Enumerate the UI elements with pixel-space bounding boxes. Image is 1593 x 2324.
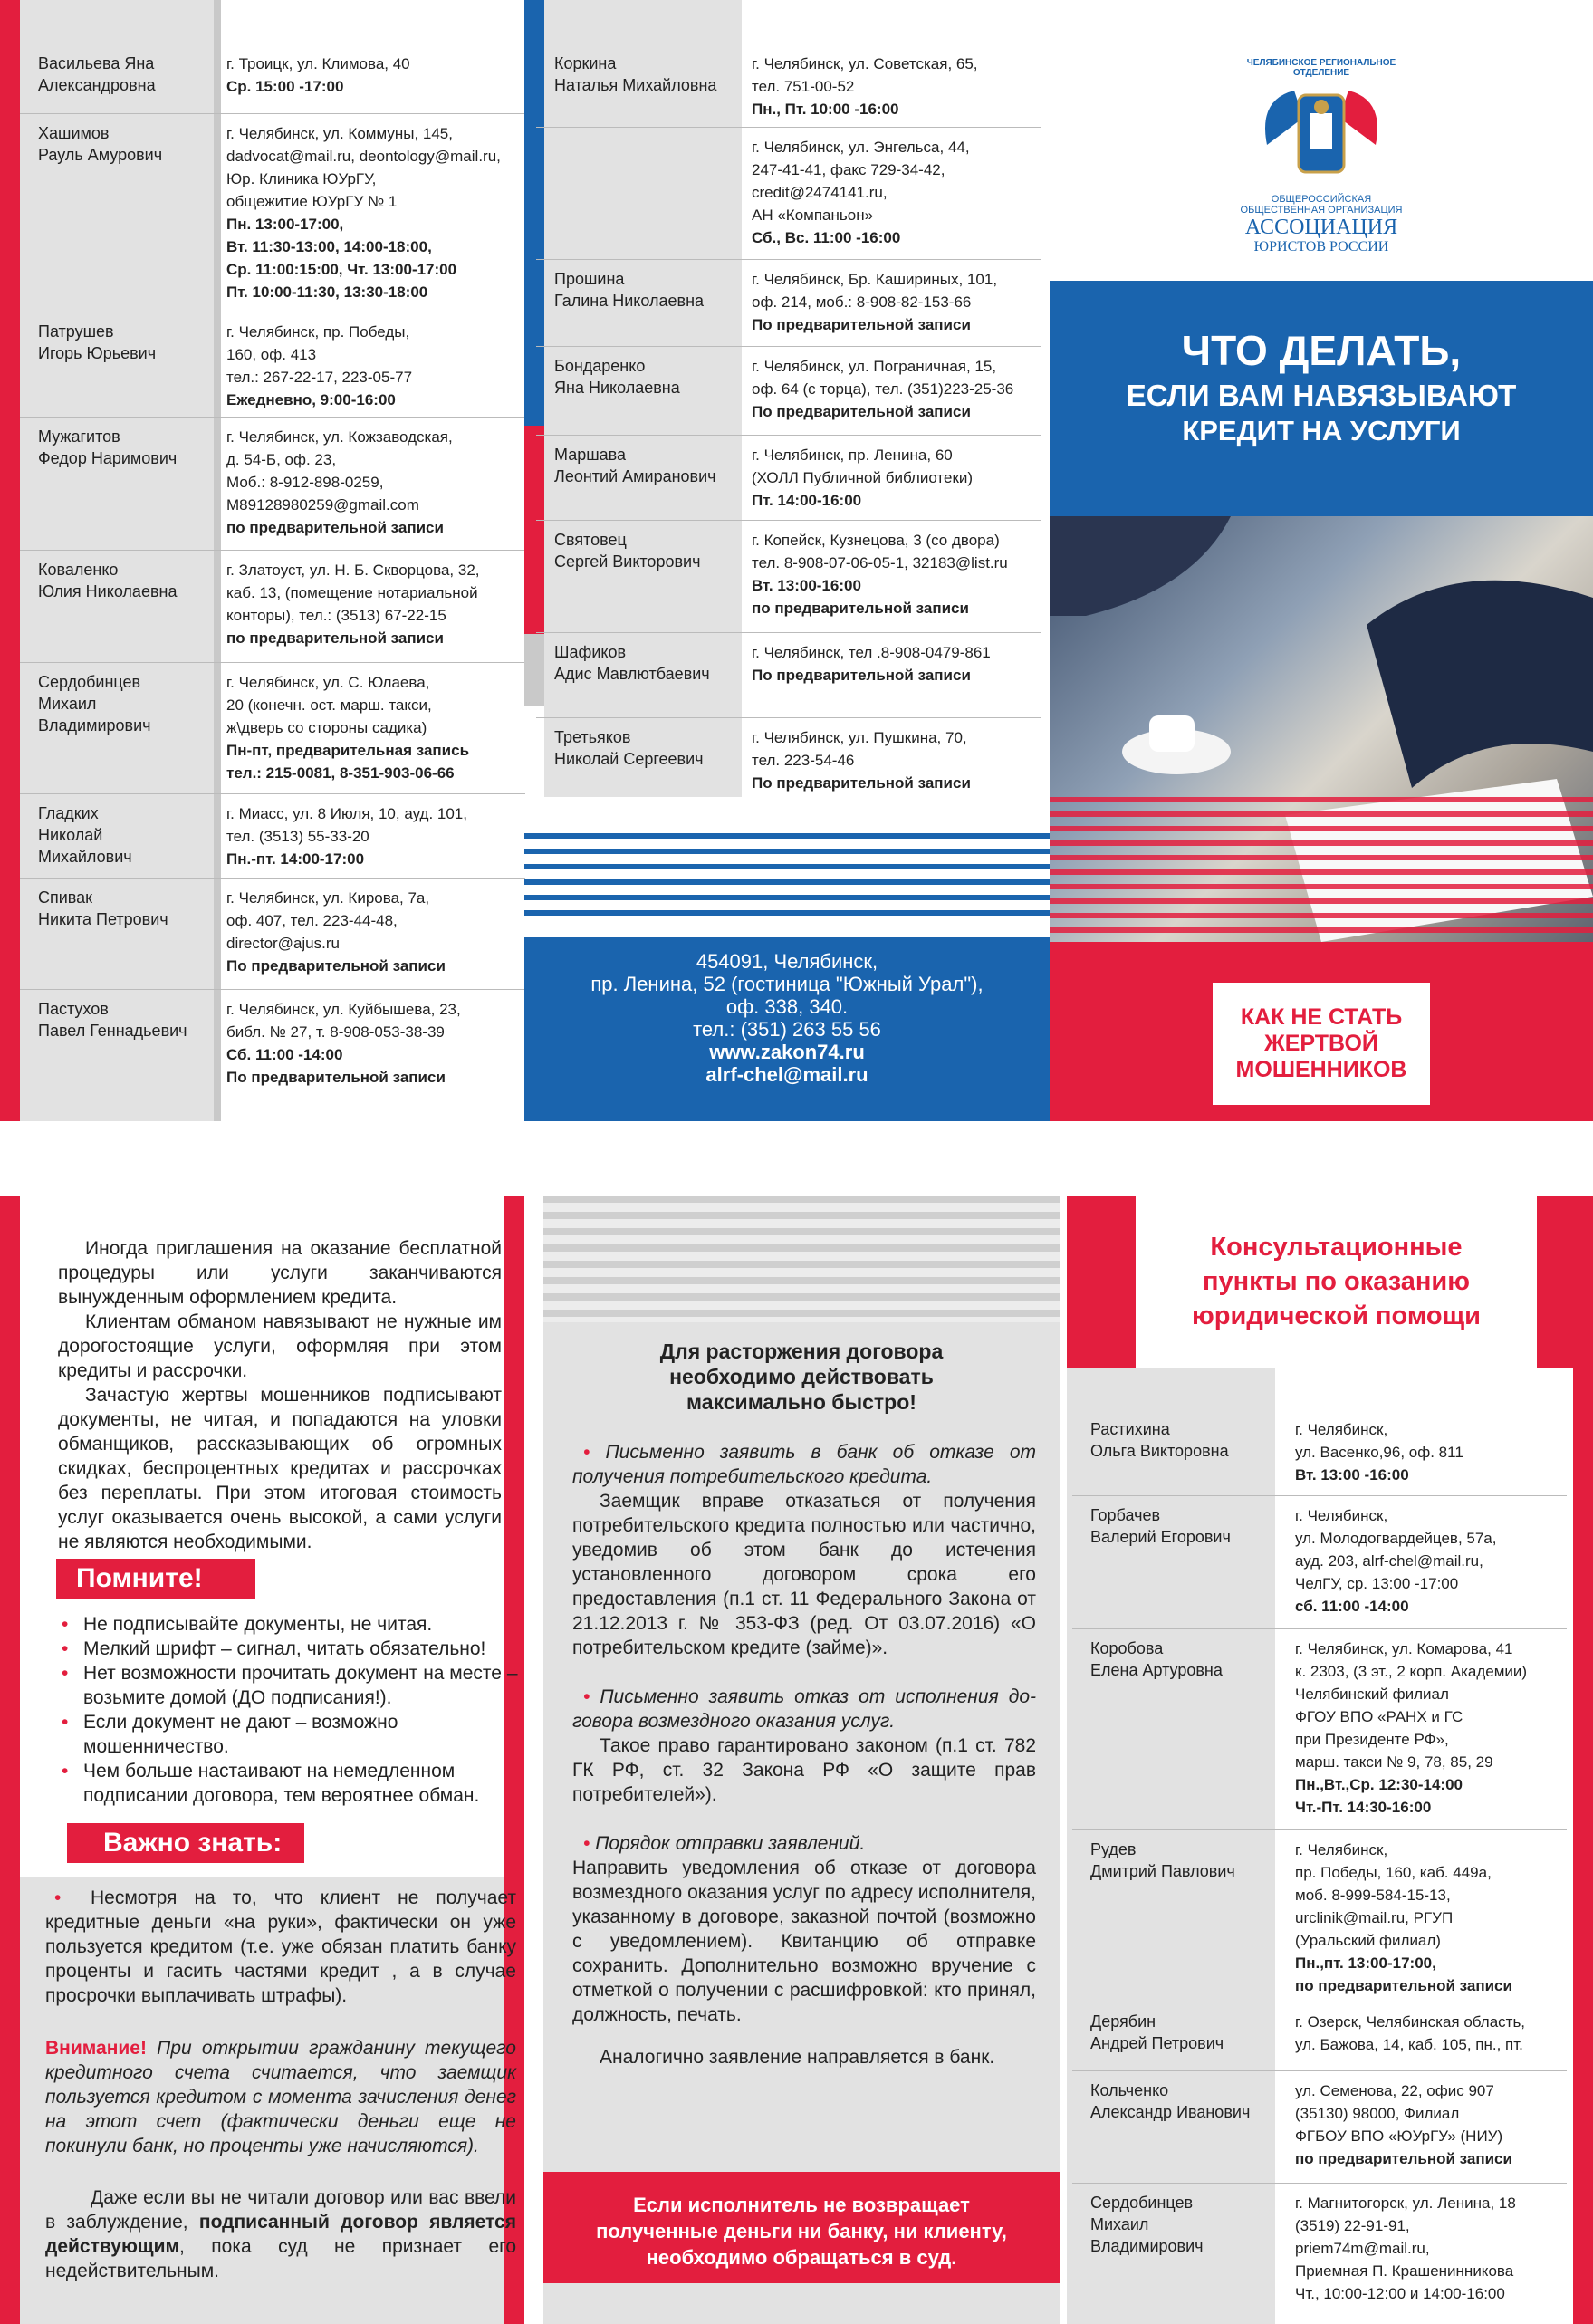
- entry-name: Прошина Галина Николаевна: [554, 270, 705, 310]
- org-region: ЧЕЛЯБИНСКОЕ РЕГИОНАЛЬНОЕ ОТДЕЛЕНИЕ: [1246, 58, 1396, 78]
- entry-hours: Ср. 15:00 -17:00: [226, 78, 344, 95]
- entry-divider: [20, 662, 525, 663]
- entry-divider: [20, 113, 525, 114]
- contact-line3: оф. 338, 340.: [725, 995, 849, 1018]
- contact-entry: [38, 426, 525, 539]
- remember-list: [58, 1612, 529, 1808]
- contact-entry: [38, 321, 525, 411]
- important-paragraph-3c: , пока суд не признает его недействительным.: [45, 2236, 516, 2281]
- entry-address: г. Челябинск, тел .8-908-0479-861: [752, 644, 991, 661]
- contact-phone: тел.: (351) 263 55 56: [693, 1018, 881, 1041]
- entry-name: Коркина Наталья Михайловна: [554, 54, 717, 94]
- association-logo-icon: [1249, 82, 1394, 190]
- entry-name: Растихина Ольга Викторовна: [1090, 1420, 1229, 1460]
- important-paragraph-1: Несмотря на то, что клиент не получает кредитные деньги «на руки», фактически он уже пользуется кредитом (т.е. уже обязан платить банку проценты и гасить частями кредит , а в случае просрочки выплачивать штрафы).: [45, 1887, 516, 2006]
- entry-hours: Ежедневно, 9:00-16:00: [226, 391, 396, 408]
- court-note: Если исполнитель не возвращает полученные деньги ни банку, ни клиенту, необходимо обращаться в суд.: [543, 2172, 1060, 2283]
- entry-divider: [536, 632, 1041, 633]
- entry-address: г. Челябинск, ул. Куйбышева, 23, библ. № 27, т. 8-908-053-38-39: [226, 1001, 461, 1041]
- entry-address: г. Челябинск, Бр. Кашириных, 101, оф. 214, моб.: 8-908-82-153-66: [752, 271, 998, 311]
- entry-hours: По предварительной записи: [752, 667, 971, 684]
- contact-entry: [38, 122, 525, 303]
- contact-entry: [1090, 1418, 1567, 1486]
- entry-name: Дерябин Андрей Петрович: [1090, 2012, 1224, 2052]
- contact-entry: [1090, 1637, 1567, 1819]
- entry-details: [1295, 2192, 1567, 2305]
- entry-divider: [536, 520, 1041, 521]
- entry-details: [752, 268, 1041, 336]
- contact-entry: [38, 559, 525, 649]
- entry-address: г. Копейск, Кузнецова, 3 (со двора) тел. 8-908-07-06-05-1, 32183@list.ru: [752, 532, 1008, 571]
- cover-title-block: [1050, 281, 1593, 516]
- entry-name: Патрушев Игорь Юрьевич: [38, 322, 157, 362]
- cover-photo: [1050, 516, 1593, 942]
- entry-name: Кольченко Александр Иванович: [1090, 2081, 1251, 2121]
- entry-address: г. Челябинск, ул. Кожзаводская, д. 54-Б, оф. 23, Моб.: 8-912-898-0259, M89128980259@gmail.com: [226, 428, 453, 514]
- remember-item: • Чем больше настаивают на немедленном подписании договора, тем вероятнее обман.: [58, 1759, 529, 1808]
- entry-address: г. Челябинск, ул. Энгельса, 44, 247-41-41, факс 729-34-42, credit@2474141.ru, АН «Компаньон»: [752, 139, 970, 224]
- entry-details: [752, 136, 1041, 249]
- entry-divider: [20, 989, 525, 990]
- entry-divider: [20, 793, 525, 794]
- entry-divider: [1072, 1495, 1567, 1496]
- entry-name: Мужагитов Федор Наримович: [38, 427, 178, 467]
- entry-hours: Пн.-пт. 14:00-17:00: [226, 850, 365, 868]
- contact-email-link[interactable]: alrf-chel@mail.ru: [705, 1063, 868, 1086]
- entry-hours: По предварительной записи: [752, 774, 971, 792]
- entry-name: Сердобинцев Михаил Владимирович: [1090, 2194, 1204, 2255]
- step-2-title: Письменно заявить отказ от исполнения до-говора возмездного оказания услуг.: [572, 1686, 1036, 1732]
- step-3-text: Направить уведомления об отказе от договора возмездного оказания услуг по адресу исполнителя, указанному в договоре, заказной почтой (возможно с уведомлением). Квитанцию об отправке сохранить. Дополнительно возможно вручение с отметкой о получении с расшифровкой: кто принял, должность, печать.: [572, 1858, 1036, 2025]
- entry-name: Горбачев Валерий Егорович: [1090, 1506, 1231, 1546]
- entry-name: Спивак Никита Петрович: [38, 888, 168, 928]
- entry-hours: По предварительной записи: [752, 316, 971, 333]
- entry-name: Пастухов Павел Геннадьевич: [38, 1000, 187, 1040]
- entry-hours: Сб. 11:00 -14:00 По предварительной записи: [226, 1046, 446, 1086]
- attention-paragraph: При открытии гражданину текущего кредитного счета считается, что заемщик пользуется кредитом с момента зачисления денег на этот счет (фактически деньги еще не покинули банк, но проценты уже начисляются).: [45, 2038, 516, 2156]
- terminate-heading: Для расторжения договора необходимо действовать максимально быстро!: [659, 1340, 944, 1414]
- entry-hours: Сб., Вс. 11:00 -16:00: [752, 229, 901, 246]
- entry-details: [752, 444, 1041, 512]
- entry-address: г. Миасс, ул. 8 Июля, 10, ауд. 101, тел. (3513) 55-33-20: [226, 805, 467, 845]
- entry-hours: Пн.,Вт.,Ср. 12:30-14:00 Чт.-Пт. 14:30-16:00: [1295, 1776, 1463, 1816]
- entry-divider: [536, 717, 1041, 718]
- important-paragraph-3a: Даже если вы не читали договор или вас ввели в заблуждение,: [45, 2187, 516, 2233]
- contact-entry: [1090, 1839, 1567, 1997]
- entry-address: г. Челябинск, пр. Победы, 160, оф. 413 тел.: 267-22-17, 223-05-77: [226, 323, 413, 386]
- remember-item: • Нет возможности прочитать документ на месте – возьмите домой (ДО подписания!).: [58, 1661, 529, 1710]
- step-4-text: Аналогично заявление направляется в банк.: [600, 2047, 995, 2068]
- entry-name: Коробова Елена Артуровна: [1090, 1639, 1223, 1679]
- entry-hours: сб. 11:00 -14:00: [1295, 1598, 1409, 1615]
- entry-details: [226, 321, 525, 411]
- entry-divider: [536, 259, 1041, 260]
- important-heading: Важно знать:: [67, 1823, 304, 1863]
- entry-details: [752, 355, 1041, 423]
- org-name2: ЮРИСТОВ РОССИИ: [1253, 239, 1389, 254]
- contact-entry: [38, 671, 525, 784]
- entry-name: Рудев Дмитрий Павлович: [1090, 1840, 1235, 1880]
- entry-address: г. Челябинск, ул. С. Юлаева, 20 (конечн. ост. марш. такси, ж\дверь со стороны садика): [226, 674, 432, 736]
- entry-divider: [536, 435, 1041, 436]
- remember-item: • Если документ не дают – возможно мошенничество.: [58, 1710, 529, 1759]
- entry-divider: [1072, 1829, 1567, 1830]
- org-name: АССОЦИАЦИЯ: [1244, 216, 1398, 239]
- entry-details: [1295, 2079, 1567, 2170]
- entry-address: г. Челябинск, ул. Коммуны, 145, dadvocat@mail.ru, deontology@mail.ru, Юр. Клиника ЮУрГУ, общежитие ЮУрГУ № 1: [226, 125, 501, 210]
- entry-address: г. Троицк, ул. Климова, 40: [226, 55, 410, 72]
- entry-divider: [1072, 2070, 1567, 2071]
- entry-name: Хашимов Рауль Амурович: [38, 124, 163, 164]
- entry-details: [226, 998, 525, 1089]
- blue-stripes: [524, 833, 1050, 926]
- org-sub: ОБЩЕРОССИЙСКАЯ ОБЩЕСТВЕННАЯ ОРГАНИЗАЦИЯ: [1240, 194, 1403, 216]
- entry-hours: Вт. 13:00-16:00 по предварительной записи: [752, 577, 969, 617]
- entry-divider: [1072, 1628, 1567, 1629]
- important-paragraph-3b: подписанный договор является действующим: [45, 2212, 516, 2257]
- contact-entry: [554, 641, 1041, 687]
- contact-entry: [554, 136, 1041, 249]
- entry-hours: Пн-пт, предварительная запись тел.: 215-0081, 8-351-903-06-66: [226, 742, 470, 782]
- entry-address: г. Челябинск, ул. Советская, 65, тел. 751-00-52: [752, 55, 978, 95]
- entry-details: [226, 426, 525, 539]
- contact-entry: [38, 802, 525, 870]
- remember-item: • Не подписывайте документы, не читая.: [58, 1612, 529, 1637]
- contact-entry: [554, 268, 1041, 336]
- contact-block: [524, 937, 1050, 1121]
- entry-hours: Вт. 13:00 -16:00: [1295, 1466, 1409, 1484]
- entry-details: [1295, 2011, 1567, 2056]
- entry-name: Святовец Сергей Викторович: [554, 531, 701, 571]
- contact-line1: 454091, Челябинск,: [696, 950, 878, 973]
- entry-address: г. Озерск, Челябинская область, ул. Бажова, 14, каб. 105, пн., пт.: [1295, 2013, 1526, 2053]
- contact-entry: [1090, 2192, 1567, 2305]
- entry-hours: По предварительной записи: [752, 403, 971, 420]
- entry-hours: Пн., Пт. 10:00 -16:00: [752, 101, 899, 118]
- entry-name: Коваленко Юлия Николаевна: [38, 561, 178, 600]
- step-1-title: Письменно заявить в банк об отказе от получения потребительского кредита.: [572, 1442, 1037, 1487]
- entry-hours: По предварительной записи: [226, 957, 446, 975]
- remember-item: • Мелкий шрифт – сигнал, читать обязательно!: [58, 1637, 529, 1661]
- entry-address: г. Челябинск, ул. Комарова, 41 к. 2303, (3 эт., 2 корп. Академии) Челябинский филиал ФГОУ ВПО «РАНХ и ГС при Президенте РФ», марш. такси № 9, 78, 85, 29: [1295, 1640, 1528, 1771]
- attention-label: Внимание!: [45, 2038, 147, 2059]
- entry-details: [1295, 1504, 1567, 1618]
- contact-entry: [38, 887, 525, 977]
- grey-stripes: [543, 1196, 1060, 1322]
- cover-footer: [1050, 942, 1593, 1121]
- entry-address: г. Челябинск, пр. Победы, 160, каб. 449а, моб. 8-999-584-15-13, urclinik@mail.ru, РГУП (Уральский филиал): [1295, 1841, 1492, 1949]
- entry-divider: [20, 417, 525, 418]
- intro-paragraph-3: Зачастую жертвы мошенников подписывают документы, не читая, и попадаются на уловки обманщиков, рассказывающих об огромных скидках, беспроцентных кредитах и рассрочках без переплаты. При этом итоговая стоимость услуг оказывается очень высокой, а сами услуги не являются необходимыми.: [58, 1385, 502, 1552]
- cover-header: [1050, 0, 1593, 281]
- terminate-steps: • Письменно заявить в банк об отказе от получения потребительского кредита. Заемщик вправе отказаться от получения потребительского кредита полностью или частично, уведомив об этом банк до истечения установленного договором срока его предоставления (п.1 ст. 11 Федерального Закона от 21.12.2013 г. № 353-ФЗ (ред. От 03.07.2016) «О потребительском кредите (займе)». • Письменно заявить отказ от исполнения до-говора возмездного оказания услуг. Такое право гарантировано законом (п.1 ст. 782 ГК РФ, ст. 32 Закона РФ «О защите прав потребителей»). • Порядок отправки заявлений. Направить уведомления об отказе от договора возмездного оказания услуг по адресу исполнителя, указанному в договоре, заказной почтой (возможно с уведомлением). Квитанцию об отправке сохранить. Дополнительно возможно вручение с отметкой о получении с расшифровкой: кто принял, должность, печать. Аналогично заявление направляется в банк.: [572, 1442, 1037, 2068]
- entry-details: [1295, 1839, 1567, 1997]
- entry-details: [752, 641, 1041, 687]
- entry-name: Васильева Яна Александровна: [38, 54, 156, 94]
- entry-hours: Пт. 14:00-16:00: [752, 492, 862, 509]
- info-panel: Иногда приглашения на оказание бесплатной процедуры или услуги заканчиваются вынужденным оформлением кредита. Клиентам обманом навязывают не нужные им дорогостоящие услуги, оформляя при этом кредиты и рассрочки. Зачастую жертвы мошенников подписывают документы, не читая, и попадаются на уловки обманщиков, рассказывающих об огромных скидках, беспроцентных кредитах и рассрочках без переплаты. При этом итоговая стоимость услуг оказывается очень высокой, а сами услуги не являются необходимыми. Помните! • Не подписывайте документы, не читая. • Мелкий шрифт – сигнал, читать обязательно! • Нет возможности прочитать документ на месте – возьмите домой (ДО подписания!). • Если документ не дают – возможно мошенничество. • Чем больше настаивают на немедленном подписании договора, тем вероятнее обман. Важно знать: • Несмотря на то, что клиент не получает кредитные деньги «на руки», фактически он уже пользуется кредитом (т.е. уже обязан платить банку проценты и гасить частями кредит , а в случае просрочки выплачивать штрафы). Внимание! При открытии гражданину текущего кредитного счета считается, что заемщик пользуется кредитом с момента зачисления денег на этот счет (фактически деньги еще не покинули банк, но проценты уже начисляются). Даже если вы не читали договор или вас ввели в заблуждение, подписанный договор является действующим, пока суд не признает его недействительным.: [20, 1196, 504, 2324]
- contact-entry: [554, 444, 1041, 512]
- entry-name: [554, 136, 752, 249]
- step-1-text: Заемщик вправе отказаться от получения потребительского кредита полностью или частично, уведомив об этом банк до истечения установленного договором срока его предоставления (п.1 ст. 11 Федерального Закона от 21.12.2013 г. № 353-ФЗ (ред. От 03.07.2016) «О потребительском кредите (займе)».: [572, 1491, 1036, 1658]
- entry-details: [226, 53, 525, 98]
- entry-name: Маршава Леонтий Амиранович: [554, 446, 716, 485]
- entry-address: г. Челябинск, ул. Кирова, 7а, оф. 407, тел. 223-44-48, director@ajus.ru: [226, 889, 430, 952]
- entry-divider: [20, 550, 525, 551]
- entry-details: [226, 671, 525, 784]
- entry-hours: по предварительной записи: [226, 519, 444, 536]
- entry-divider: [536, 127, 1041, 128]
- entry-address: г. Челябинск, ул. Васенко,96, оф. 811: [1295, 1421, 1463, 1461]
- cover-badge: КАК НЕ СТАТЬ ЖЕРТВОЙ МОШЕННИКОВ: [1213, 983, 1430, 1105]
- entry-details: [752, 529, 1041, 619]
- left-red-stripe: [0, 0, 20, 1121]
- entry-name: Бондаренко Яна Николаевна: [554, 357, 680, 397]
- cover-title-3: КРЕДИТ НА УСЛУГИ: [1182, 415, 1461, 447]
- entry-details: [226, 122, 525, 303]
- remember-heading: Помните!: [56, 1559, 255, 1599]
- entry-details: [752, 726, 1041, 794]
- contact-website-link[interactable]: www.zakon74.ru: [709, 1041, 865, 1063]
- entry-name: Гладких Николай Михайлович: [38, 804, 132, 866]
- entry-name: Третьяков Николай Сергеевич: [554, 728, 704, 768]
- consult-title: Консультационные пункты по оказанию юридической помощи: [1136, 1196, 1537, 1368]
- entry-details: [1295, 1637, 1567, 1819]
- entry-hours: по предварительной записи: [226, 629, 444, 647]
- entry-name: Шафиков Адис Мавлютбаевич: [554, 643, 710, 683]
- contact-entry: [38, 998, 525, 1089]
- contact-entry: [1090, 1504, 1567, 1618]
- step-3-title: Порядок отправки заявлений.: [595, 1833, 866, 1854]
- entry-address: г. Челябинск, ул. Молодогвардейцев, 57а, ауд. 203, alrf-chel@mail.ru, ЧелГУ, ср. 13:00 -17:00: [1295, 1507, 1497, 1592]
- contact-entry: [554, 355, 1041, 423]
- step-2-text: Такое право гарантировано законом (п.1 ст. 782 ГК РФ, ст. 32 Закона РФ «О защите прав потребителей»).: [572, 1735, 1036, 1805]
- entry-divider: [20, 878, 525, 879]
- contact-entry: [38, 53, 525, 98]
- contact-entry: [1090, 2011, 1567, 2056]
- entry-address: г. Златоуст, ул. Н. Б. Скворцова, 32, каб. 13, (помещение нотариальной конторы), тел.: (3513) 67-22-15: [226, 562, 480, 624]
- intro-paragraph-2: Клиентам обманом навязывают не нужные им дорогостоящие услуги, оформляя при этом кредиты и рассрочки.: [58, 1311, 502, 1381]
- contact-entry: [554, 529, 1041, 619]
- entry-divider: [536, 346, 1041, 347]
- contact-entry: [1090, 2079, 1567, 2170]
- entry-address: г. Челябинск, ул. Пушкина, 70, тел. 223-54-46: [752, 729, 967, 769]
- entry-details: [226, 559, 525, 649]
- entry-name: Сердобинцев Михаил Владимирович: [38, 673, 151, 735]
- entry-details: [752, 53, 1041, 120]
- contact-entry: [554, 726, 1041, 794]
- entry-hours: Пн.,пт. 13:00-17:00, по предварительной записи: [1295, 1954, 1512, 1994]
- entry-hours: по предварительной записи: [1295, 2150, 1512, 2167]
- entry-details: [226, 887, 525, 977]
- entry-details: [226, 802, 525, 870]
- entry-address: г. Магнитогорск, ул. Ленина, 18 (3519) 22-91-91, priem74m@mail.ru, Приемная П. Крашенинникова Чт., 10:00-12:00 и 14:00-16:00: [1295, 2194, 1516, 2302]
- contact-entry: [554, 53, 1041, 120]
- entry-address: ул. Семенова, 22, офис 907 (35130) 98000, Филиал ФГБОУ ВПО «ЮУрГУ» (НИУ): [1295, 2082, 1503, 2145]
- entry-divider: [1072, 2183, 1567, 2184]
- cover-title-2: ЕСЛИ ВАМ НАВЯЗЫВАЮТ: [1126, 379, 1517, 412]
- entry-hours: Пн. 13:00-17:00, Вт. 11:30-13:00, 14:00-18:00, Ср. 11:00:15:00, Чт. 13:00-17:00 Пт. 10:00-11:30, 13:30-18:00: [226, 216, 457, 301]
- cover-title-1: ЧТО ДЕЛАТЬ,: [1181, 327, 1462, 374]
- entry-details: [1295, 1418, 1567, 1486]
- intro-paragraph-1: Иногда приглашения на оказание бесплатной процедуры или услуги заканчиваются вынужденным оформлением кредита.: [58, 1238, 502, 1308]
- entry-address: г. Челябинск, ул. Пограничная, 15, оф. 64 (с торца), тел. (351)223-25-36: [752, 358, 1014, 398]
- entry-address: г. Челябинск, пр. Ленина, 60 (ХОЛЛ Публичной библиотеки): [752, 447, 974, 486]
- contact-line2: пр. Ленина, 52 (гостиница "Южный Урал"),: [590, 973, 984, 995]
